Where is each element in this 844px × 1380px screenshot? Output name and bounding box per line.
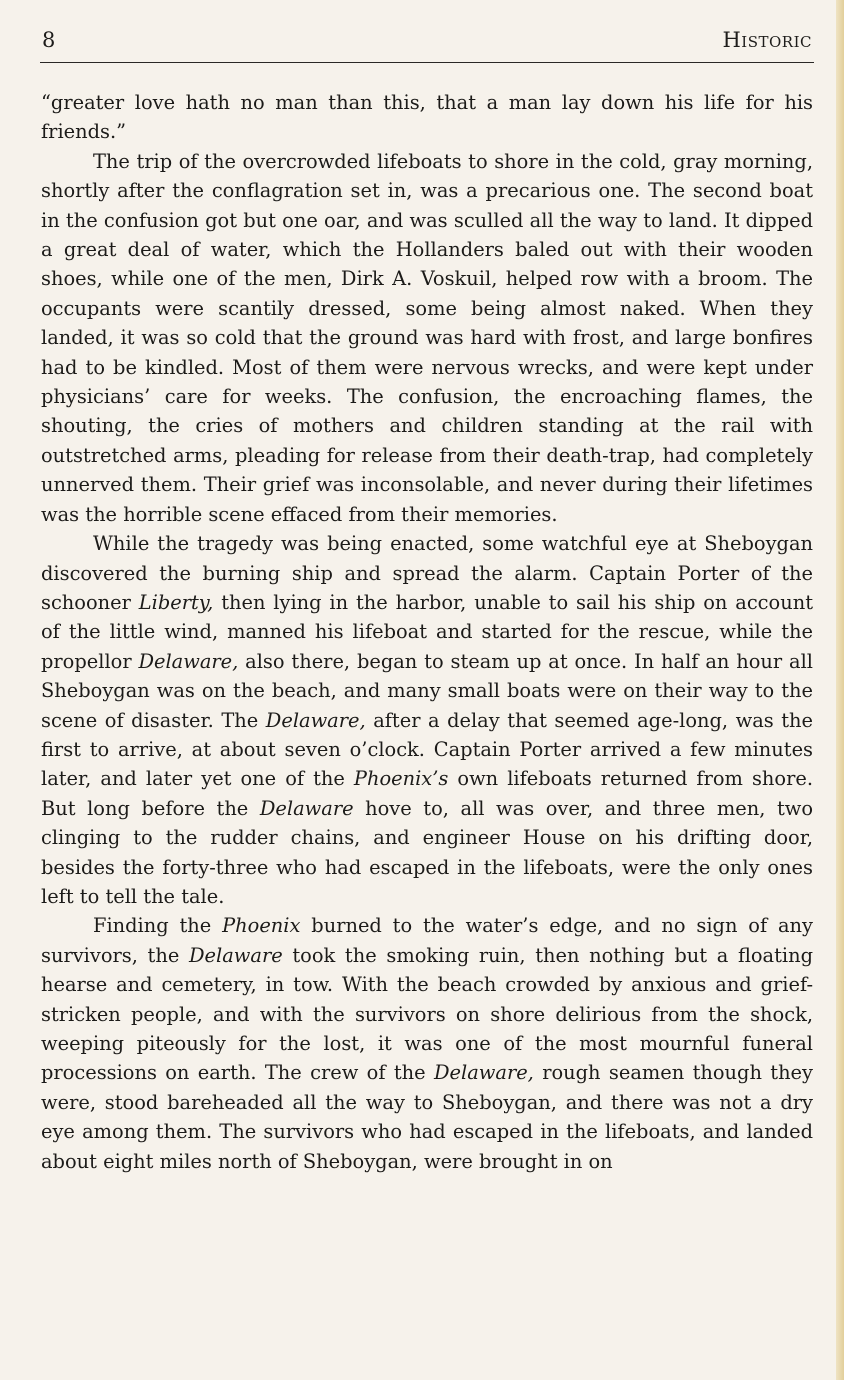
paragraph	[41, 911, 813, 1176]
text-run: The trip of the overcrowded lifeboats to shore in the cold, gray morning, shortly after the conflagration set in, was a precarious one. The second boat in the confusion got but one oar, and was sculled all the way to land. It dipped a great deal of water, which the Hollanders baled out with their wooden shoes, while one of the men, Dirk A. Voskuil, helped row with a broom. The occupants were scantily dressed, some being almost naked. When they landed, it was so cold that the ground was hard with frost, and large bonfires had to be kindled. Most of them were nervous wrecks, and were kept under physicians’ care for weeks. The confusion, the encroaching flames, the shouting, the cries of mothers and children standing at the rail with outstretched arms, pleading for release from their death-trap, had completely unnerved them. Their grief was inconsolable, and never during their lifetimes was the horrible scene effaced from their memories.	[41, 149, 813, 526]
italic-ship-name: Phoenix	[222, 914, 301, 938]
text-run: Finding the	[93, 914, 223, 938]
text-run: burned to the water’s edge, and no sign of any survivors, the	[41, 914, 813, 967]
text-run: also there, began to steam up at once. In half an hour all Sheboygan was on the beach, and many small boats were on their way to the scene of disaster. The	[41, 649, 813, 732]
italic-ship-name: Delaware,	[434, 1061, 534, 1085]
page-number: 8	[42, 28, 56, 52]
text-run: then lying in the harbor, unable to sail his ship on account of the little wind, manned his lifeboat and started for the rescue, while the propellor	[41, 590, 813, 673]
text-run: rough seamen though they were, stood bareheaded all the way to Sheboygan, and there was not a dry eye among them. The survivors who had escaped in the lifeboats, and landed about eight miles north of Sheboygan, were brought in on	[41, 1061, 813, 1173]
italic-ship-name: Delaware,	[138, 649, 239, 673]
italic-ship-name: Phoenix’s	[353, 767, 449, 791]
italic-ship-name: Liberty,	[138, 590, 214, 614]
page-edge	[836, 0, 844, 1380]
page-header	[40, 26, 812, 60]
paragraph	[41, 529, 813, 911]
text-run: own lifeboats returned from shore. But long before the	[41, 767, 813, 820]
text-run: hove to, all was over, and three men, two clinging to the rudder chains, and engineer House on his drifting door, besides the forty-three who had escaped in the lifeboats, were the only ones left to tell the tale.	[41, 796, 814, 908]
paragraph	[41, 88, 813, 147]
header-rule	[40, 62, 814, 63]
text-run: after a delay that seemed age-long, was the first to arrive, at about seven o’clock. Captain Porter arrived a few minutes later, and later yet one of the	[41, 708, 813, 791]
italic-ship-name: Delaware	[259, 796, 354, 820]
body-text	[41, 88, 813, 1176]
running-head: Historic	[722, 28, 812, 52]
text-run: “greater love hath no man than this, that a man lay down his life for his friends.”	[41, 91, 813, 144]
paragraph	[41, 147, 813, 529]
text-run: took the smoking ruin, then nothing but a floating hearse and cemetery, in tow. With the beach crowded by anxious and grief-stricken people, and with the survivors on shore delirious from the shock, weeping piteously for the lost, it was one of the most mournful funeral processions on earth. The crew of the	[41, 943, 814, 1085]
text-run: While the tragedy was being enacted, some watchful eye at Sheboygan discovered the burning ship and spread the alarm. Captain Porter of the schooner	[41, 532, 813, 614]
italic-ship-name: Delaware,	[265, 708, 366, 732]
italic-ship-name: Delaware	[189, 943, 283, 967]
